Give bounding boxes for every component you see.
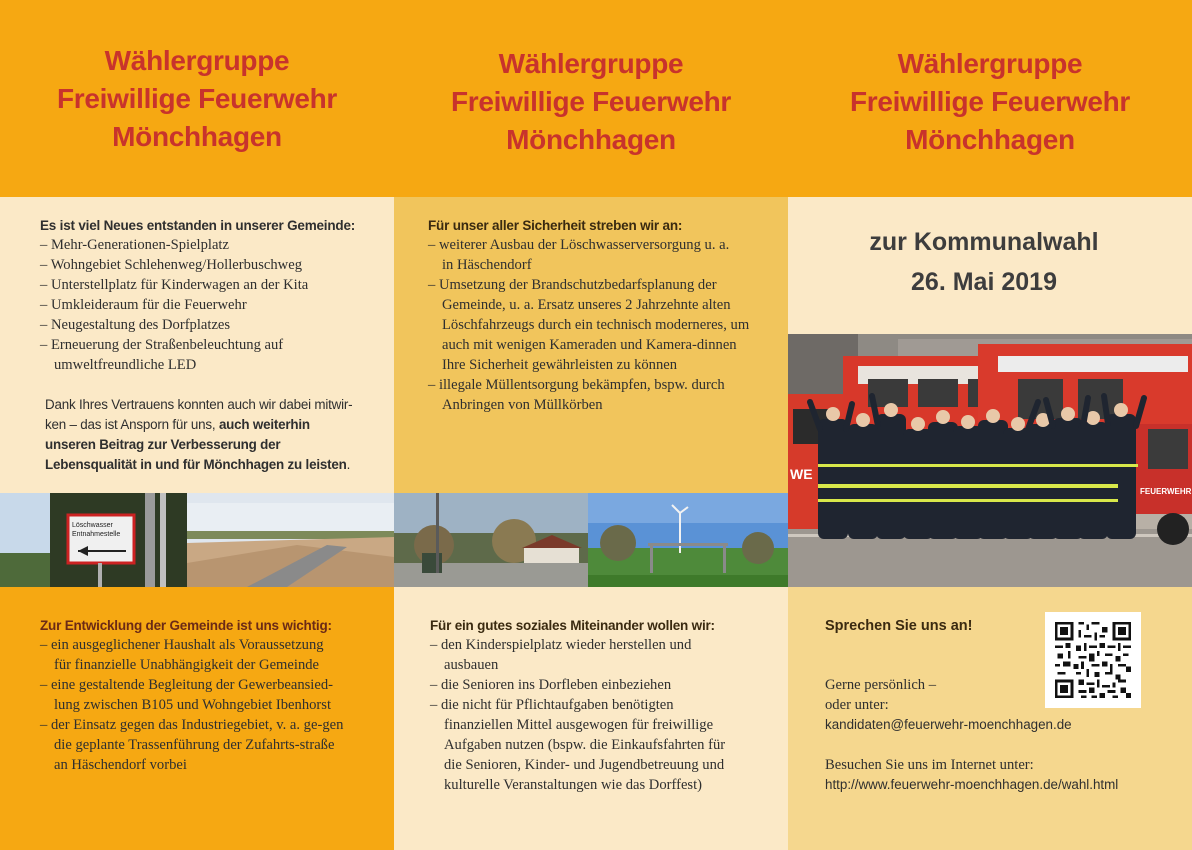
social-heading: Für ein gutes soziales Miteinander wollen wir: xyxy=(430,618,715,633)
social-block xyxy=(430,618,760,795)
header-panel-left xyxy=(0,0,394,197)
header-panel-right xyxy=(788,0,1192,197)
contact-personal: Gerne persönlich – xyxy=(825,677,937,693)
thanks-line-1: Dank Ihres Vertrauens konnten auch wir dabei mitwir- xyxy=(45,397,353,412)
new-things-heading: Es ist viel Neues entstanden in unserer Gemeinde: xyxy=(40,218,356,233)
election-block xyxy=(788,222,1180,302)
list-item: – Umsetzung der Brandschutzbedarfsplanung der Gemeinde, u. a. Ersatz unseres 2 Jahrzehnte alten Löschfahrzeugs durch ein technisch moderneres, um auch mit wenigen Kameraden und Kamera-dinnen Ihre Sicherheit gewährleisten zu können xyxy=(428,275,753,375)
list-item: – eine gestaltende Begleitung der Gewerbeansied-lung zwischen B105 und Wohngebiet Ibenhorst xyxy=(40,675,355,715)
development-block xyxy=(40,618,370,775)
list-item: – die nicht für Pflichtaufgaben benötigten finanziellen Mittel ausgewogen für freiwillige Aufgaben nutzen (bspw. die Einkaufsfahrten für die Senioren, Kinder- und Jugendbetreuung und kulturelle Veranstaltungen wie das Dorffest) xyxy=(430,695,740,795)
thanks-line-2-plain: ken – das ist Ansporn für uns, xyxy=(45,417,219,432)
thanks-line-2-bold: auch weiterhin xyxy=(218,417,310,432)
thanks-line-4: Lebensqualität in und für Mönchhagen zu leisten. xyxy=(45,457,351,472)
header-line-3: Mönchhagen xyxy=(506,123,676,155)
development-heading: Zur Entwicklung der Gemeinde ist uns wichtig: xyxy=(40,618,332,633)
header-panel-middle xyxy=(394,0,788,197)
contact-or: oder unter: xyxy=(825,697,889,713)
header-line-2: Freiwillige Feuerwehr xyxy=(849,85,1130,117)
thanks-paragraph xyxy=(45,395,385,475)
qr-code-icon xyxy=(1055,622,1131,698)
firefighters-photo xyxy=(788,334,1192,587)
thanks-line-2 xyxy=(45,415,385,435)
qr-code[interactable] xyxy=(1045,612,1141,708)
sign-line-1: Löschwasser xyxy=(72,522,113,529)
list-item: – Unterstellplatz für Kinderwagen an der Kita xyxy=(40,275,385,295)
contact-heading: Sprechen Sie uns an! xyxy=(825,618,973,634)
header-line-3: Mönchhagen xyxy=(112,120,282,152)
construction-image xyxy=(187,493,394,587)
village-image xyxy=(394,493,588,587)
header-line-2: Freiwillige Feuerwehr xyxy=(56,82,337,114)
safety-heading: Für unser aller Sicherheit streben wir an: xyxy=(428,218,683,233)
photo-playground xyxy=(588,493,788,587)
truck-front-label: WE xyxy=(790,466,813,482)
photo-sign xyxy=(0,493,187,587)
contact-visit: Besuchen Sie uns im Internet unter: xyxy=(825,757,1034,773)
election-line-2: 26. Mai 2019 xyxy=(911,268,1057,296)
header-line-1: Wählergruppe xyxy=(104,44,290,76)
sign-image xyxy=(0,493,187,587)
development-list xyxy=(40,635,370,775)
list-item: – ein ausgeglichener Haushalt als Voraussetzung für finanzielle Unabhängigkeit der Gemeinde xyxy=(40,635,340,675)
list-item: – den Kinderspielplatz wieder herstellen und ausbauen xyxy=(430,635,710,675)
list-item: – Wohngebiet Schlehenweg/Hollerbuschweg xyxy=(40,255,385,275)
header-line-1: Wählergruppe xyxy=(897,47,1083,79)
social-list xyxy=(430,635,760,795)
list-item: – der Einsatz gegen das Industriegebiet, v. a. ge-gen die geplante Trassenführung der Zufahrts-straße an Häschendorf vorbei xyxy=(40,715,345,775)
list-item: – Neugestaltung des Dorfplatzes xyxy=(40,315,385,335)
new-things-block xyxy=(40,218,385,475)
new-things-list xyxy=(4,235,385,375)
photo-village xyxy=(394,493,588,587)
header-line-3: Mönchhagen xyxy=(905,123,1075,155)
thanks-line-3: unseren Beitrag zur Verbesserung der xyxy=(45,437,281,452)
photo-construction xyxy=(187,493,394,587)
playground-image xyxy=(588,493,788,587)
truck-side-label: FEUERWEHR xyxy=(1140,487,1192,496)
safety-list xyxy=(428,235,758,415)
firefighters-image xyxy=(788,334,1192,587)
header-line-1: Wählergruppe xyxy=(498,47,684,79)
list-item: – weiterer Ausbau der Löschwasserversorgung u. a. in Häschendorf xyxy=(428,235,738,275)
contact-url-link[interactable]: http://www.feuerwehr-moenchhagen.de/wahl.html xyxy=(825,777,1119,792)
header-line-2: Freiwillige Feuerwehr xyxy=(450,85,731,117)
list-item: – illegale Müllentsorgung bekämpfen, bspw. durch Anbringen von Müllkörben xyxy=(428,375,743,415)
safety-block xyxy=(428,218,758,415)
list-item: – Erneuerung der Straßenbeleuchtung auf umweltfreundliche LED xyxy=(40,335,345,375)
list-item: – Mehr-Generationen-Spielplatz xyxy=(40,235,385,255)
list-item: – die Senioren ins Dorfleben einbeziehen xyxy=(430,675,760,695)
sign-line-2: Entnahmestelle xyxy=(72,531,121,538)
contact-email-link[interactable]: kandidaten@feuerwehr-moenchhagen.de xyxy=(825,717,1072,732)
election-line-1: zur Kommunalwahl xyxy=(869,228,1099,256)
list-item: – Umkleideraum für die Feuerwehr xyxy=(40,295,385,315)
